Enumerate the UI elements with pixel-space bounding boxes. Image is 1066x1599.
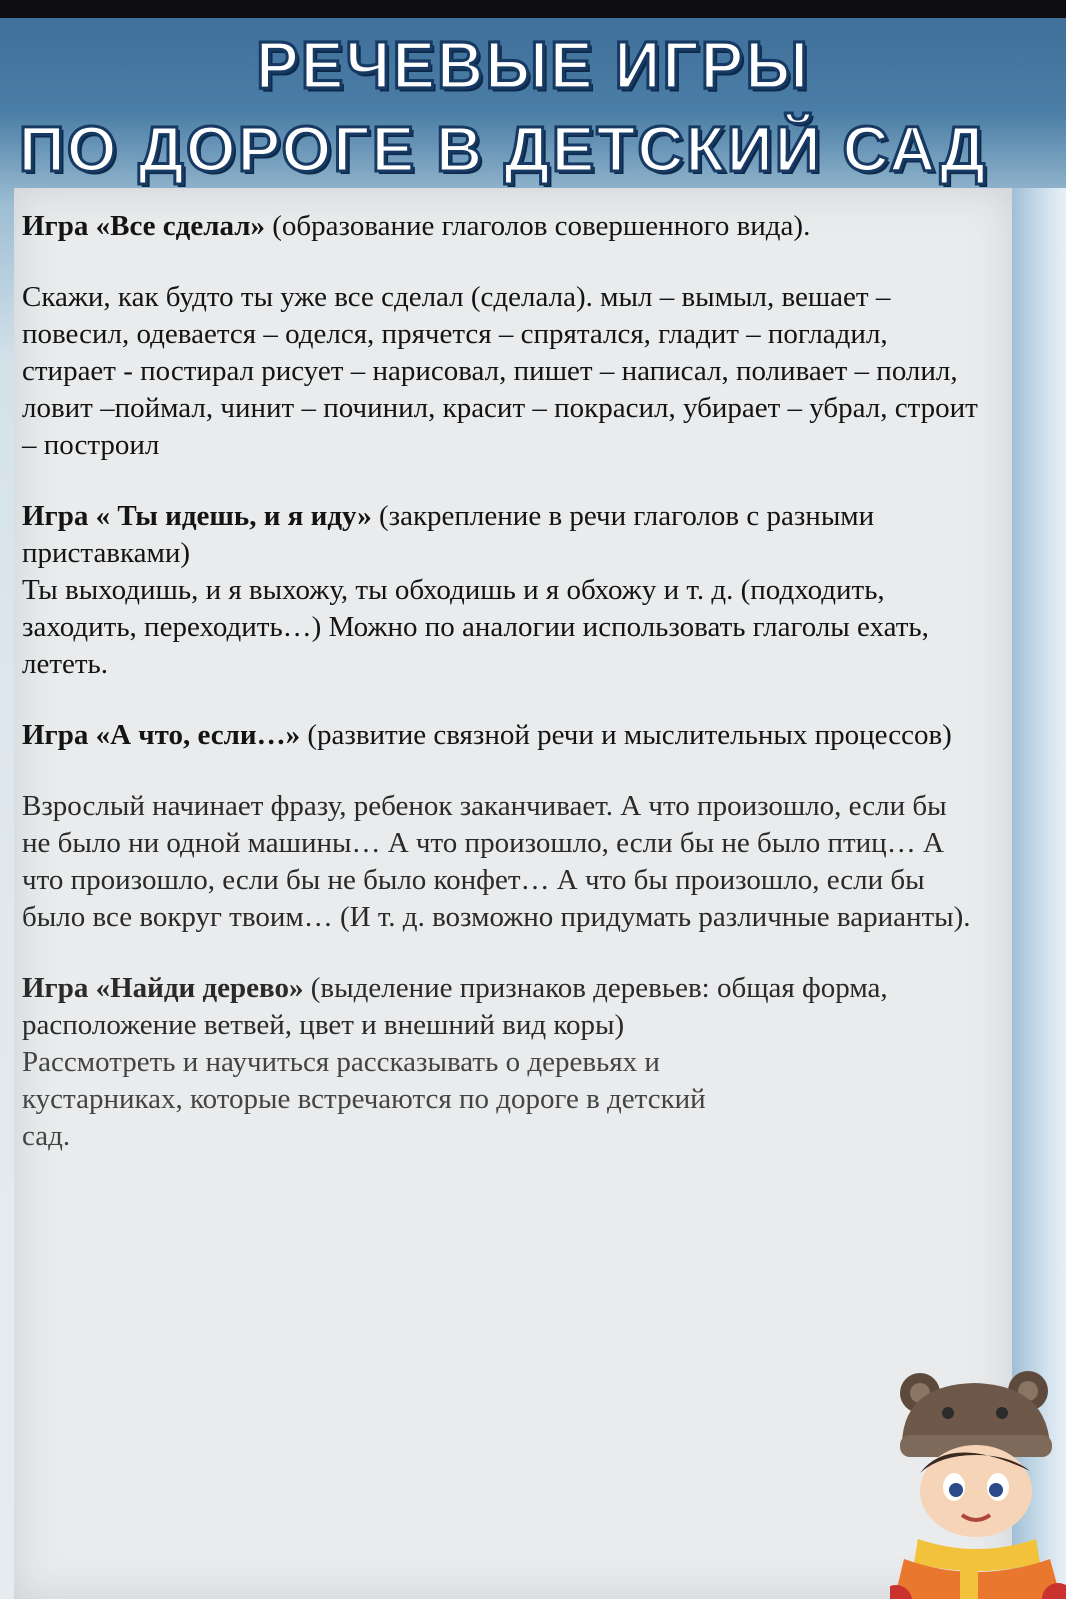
title-line-1: РЕЧЕВЫЕ ИГРЫ [256,27,810,103]
photo-screen [0,18,1066,1599]
section-1-heading [22,208,982,245]
section-4-heading [22,970,982,1044]
section-3-heading [22,717,982,754]
section-1-body: Скажи, как будто ты уже все сделал (сделала). мыл – вымыл, вешает – повесил, одевается – оделся, прячется – спрятался, гладит – погладил, стирает - постирал рисует – нарисовал, пишет – написал, поливает – полил, ловит –поймал, чинит – починил, красит – покрасил, убирает – убрал, строит – построил [22,281,978,461]
section-2-heading [22,498,982,572]
game-title: Игра «А что, если…» [22,719,301,751]
cartoon-boy-icon [890,1363,1066,1599]
document-body [22,208,982,1155]
game-purpose: (развитие связной речи и мыслительных процессов) [300,719,952,751]
page-title [0,28,1066,186]
game-title: Игра «Найди дерево» [22,972,304,1004]
title-line-2: ПО ДОРОГЕ В ДЕТСКИЙ САД [18,113,988,185]
game-purpose: (закрепление в речи глаголов с разными приставками) [22,500,875,569]
game-purpose: (выделение признаков деревьев: общая форма, расположение ветвей, цвет и внешний вид коры) [22,972,888,1041]
section-2-body: Ты выходишь, и я выхожу, ты обходишь и я обхожу и т. д. (подходить, заходить, переходить…) Можно по аналогии использовать глаголы ехать, лететь. [22,574,929,680]
game-purpose: (образование глаголов совершенного вида). [265,210,811,242]
game-title: Игра « Ты идешь, и я иду» [22,500,372,532]
section-4-body: Рассмотреть и научиться рассказывать о деревьях и кустарниках, которые встречаются по дороге в детский сад. [22,1046,706,1152]
game-title: Игра «Все сделал» [22,210,266,242]
section-3-body: Взрослый начинает фразу, ребенок заканчивает. А что произошло, если бы не было ни одной машины… А что произошло, если бы не было птиц… А что произошло, если бы не было конфет… А что бы произошло, если бы было все вокруг твоим… (И т. д. возможно придумать различные варианты). [22,790,971,933]
